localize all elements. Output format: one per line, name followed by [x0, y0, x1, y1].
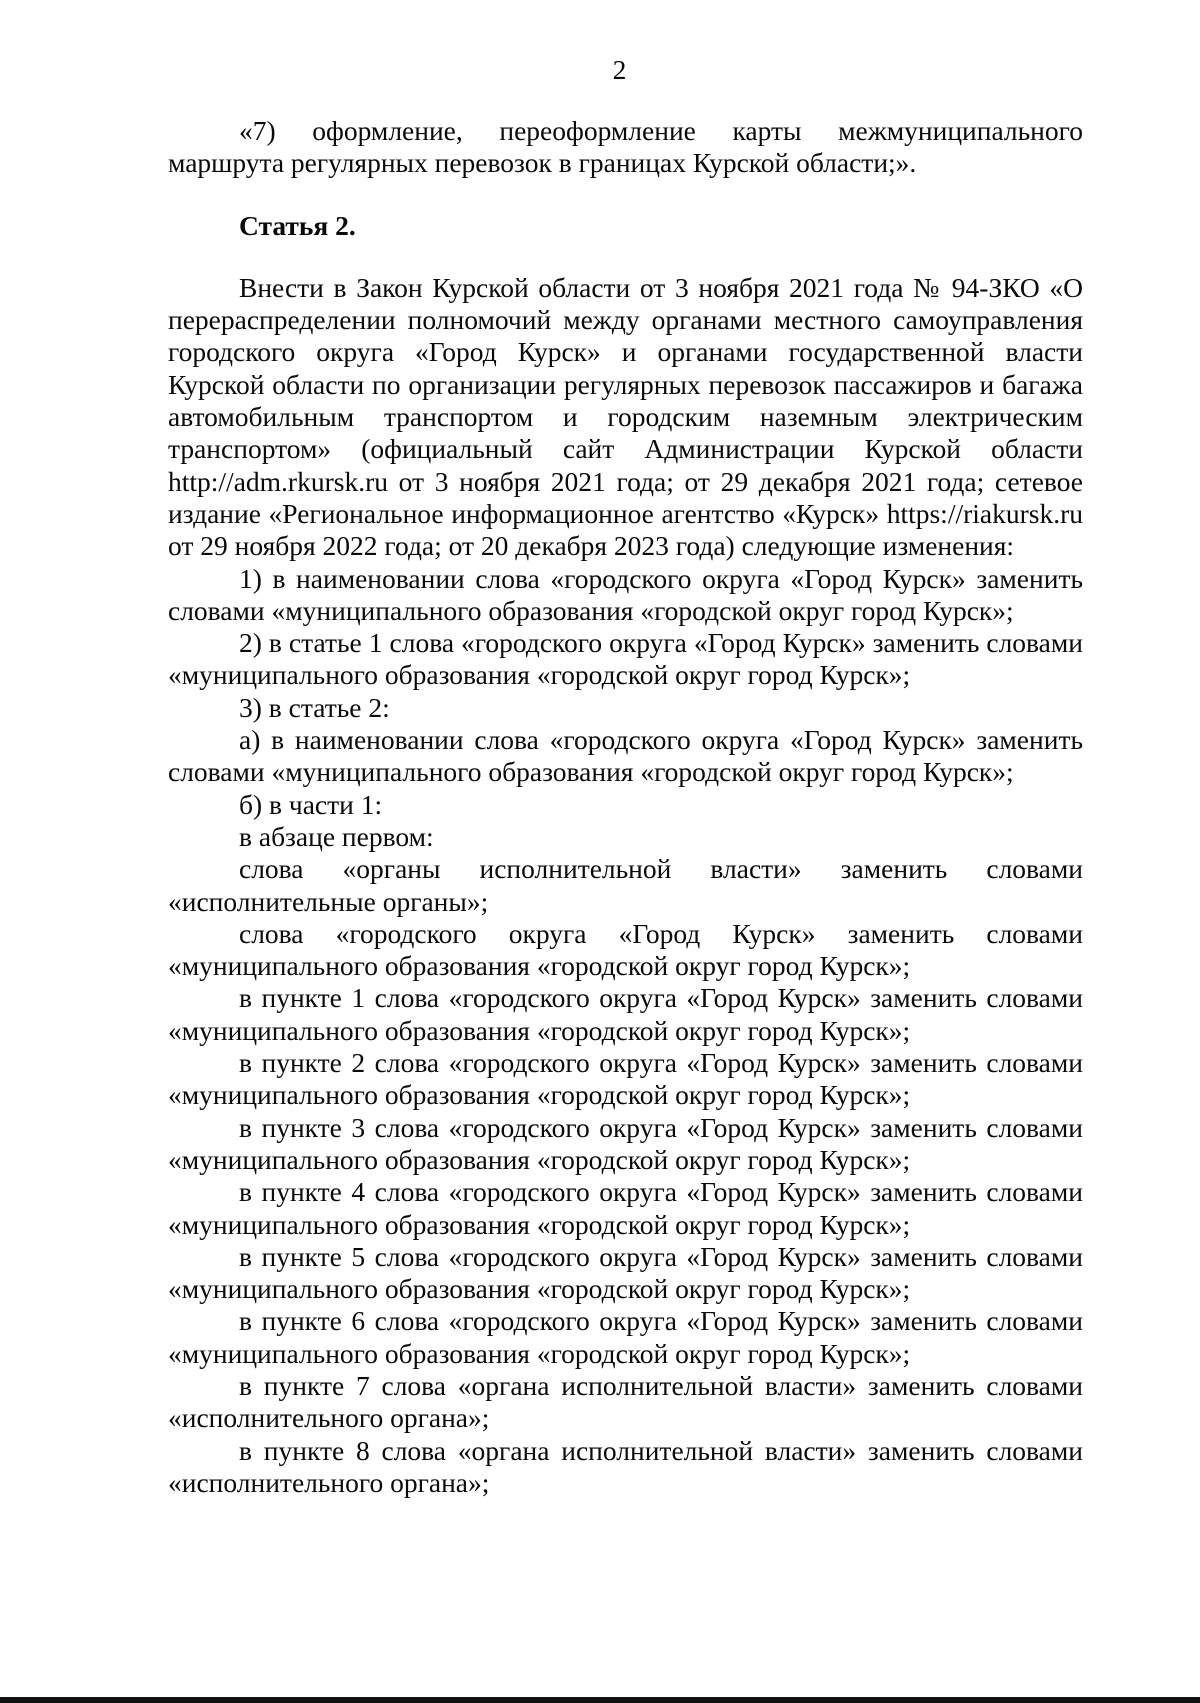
paragraph-amendment-3b: б) в части 1:	[239, 788, 383, 820]
scan-bottom-edge	[0, 1697, 1200, 1703]
paragraph-point-3: в пункте 3 слова «городского округа «Город Курск» заменить словами «муниципального образования «городской округ город Курск»;	[168, 1111, 1083, 1175]
paragraph-point-7: в пункте 7 слова «органа исполнительной власти» заменить словами «исполнительного органа»;	[168, 1369, 1083, 1434]
paragraph-point-2: в пункте 2 слова «городского округа «Город Курск» заменить словами «муниципального образования «городской округ город Курск»;	[168, 1047, 1083, 1111]
article-heading: Статья 2.	[239, 209, 356, 241]
paragraph-first-abzac: в абзаце первом:	[239, 820, 434, 852]
paragraph-point-4: в пункте 4 слова «городского округа «Город Курск» заменить словами «муниципального образования «городской округ город Курск»;	[168, 1176, 1083, 1240]
paragraph-point-8: в пункте 8 слова «органа исполнительной власти» заменить словами «исполнительного органа»;	[168, 1434, 1083, 1498]
paragraph-point-5: в пункте 5 слова «городского округа «Город Курск» заменить словами «муниципального образования «городской округ город Курск»;	[168, 1240, 1083, 1305]
paragraph-item-7: «7) оформление, переоформление карты межмуниципального маршрута регулярных перевозок в границах Курской области;».	[168, 115, 1083, 179]
page-number: 2	[612, 54, 627, 85]
paragraph-intro: Внести в Закон Курской области от 3 ноября 2021 года № 94-ЗКО «О перераспределении полномочий между органами местного самоуправления городского округа «Город Курск» и органами государственной власти Курской области по организации регулярных перевозок пассажиров и багажа автомобильным транспортом и городским наземным электрическим транспортом» (официальный сайт Администрации Курской области http://adm.rkursk.ru от 3 ноября 2021 года; от 29 декабря 2021 года; сетевое издание «Региональное информационное агентство «Курск» https://riakursk.ru от 29 ноября 2022 года; от 20 декабря 2023 года) следующие изменения:	[168, 271, 1083, 562]
document-body	[168, 115, 1083, 1499]
paragraph-amendment-3: 3) в статье 2:	[239, 691, 390, 723]
paragraph-words-organs: слова «органы исполнительной власти» заменить словами «исполнительные органы»;	[168, 853, 1083, 917]
paragraph-point-6: в пункте 6 слова «городского округа «Город Курск» заменить словами «муниципального образования «городской округ город Курск»;	[168, 1305, 1083, 1369]
paragraph-amendment-3a: а) в наименовании слова «городского округа «Город Курск» заменить словами «муниципального образования «городской округ город Курск»;	[168, 724, 1083, 788]
paragraph-amendment-1: 1) в наименовании слова «городского округа «Город Курск» заменить словами «муниципального образования «городской округ город Курск»;	[168, 562, 1083, 626]
paragraph-words-okrug: слова «городского округа «Город Курск» заменить словами «муниципального образования «городской округ город Курск»;	[168, 917, 1083, 982]
paragraph-amendment-2: 2) в статье 1 слова «городского округа «Город Курск» заменить словами «муниципального образования «городской округ город Курск»;	[168, 627, 1083, 691]
paragraph-point-1: в пункте 1 слова «городского округа «Город Курск» заменить словами «муниципального образования «городской округ город Курск»;	[168, 982, 1083, 1046]
